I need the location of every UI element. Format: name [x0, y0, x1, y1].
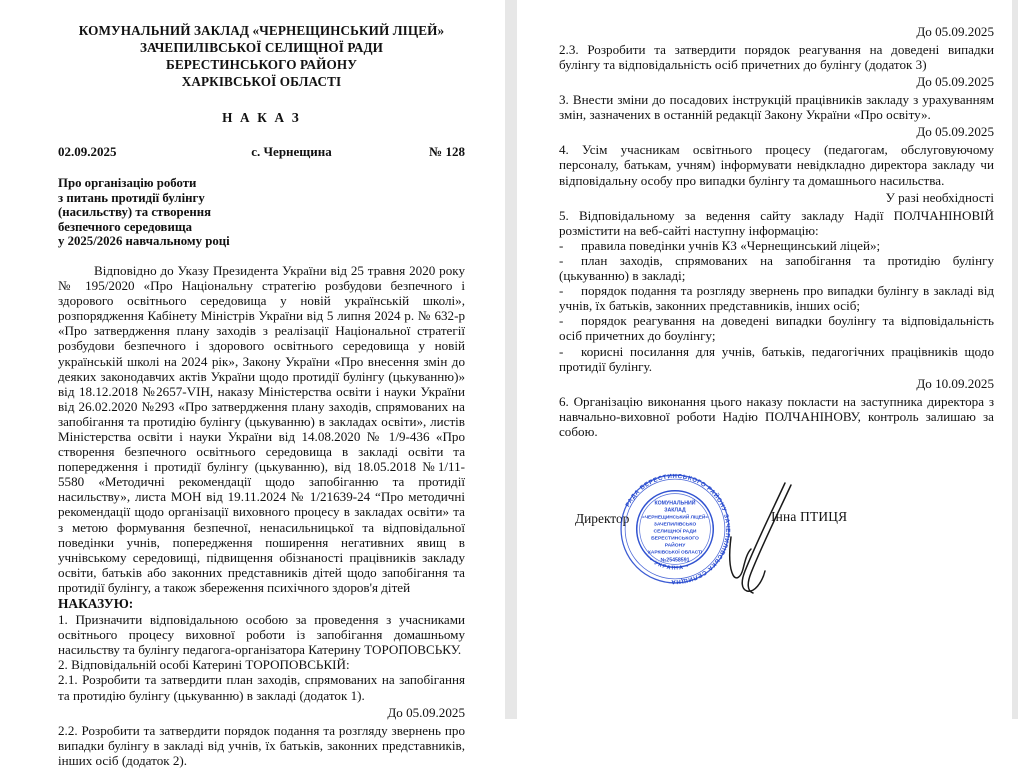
letterhead — [58, 22, 465, 90]
order-item-5: 5. Відповідальному за ведення сайту закладу Надії ПОЛЧАНІНОВІЙ розмістити на веб-сайті наступну інформацію: — [559, 207, 994, 238]
subject-line-2: з питань протидії булінгу — [58, 190, 205, 205]
svg-text:ЗАКЛАД: ЗАКЛАД — [664, 507, 686, 514]
deadline-2-1: До 05.09.2025 — [387, 704, 465, 720]
svg-text:РАДА БЕРЕСТИНСЬКОГО РАЙОНУ ЗАЧ: РАДА БЕРЕСТИНСЬКОГО РАЙОНУ ЗАЧЕПИЛІВСЬКА СЕЛИЩНА — [624, 472, 732, 586]
handwritten-signature-icon — [707, 479, 817, 599]
svg-text:ХАРКІВСЬКОЇ ОБЛАСТІ: ХАРКІВСЬКОЇ ОБЛАСТІ — [647, 550, 703, 556]
bullet-text: порядок реагування на доведені випадки боулінгу та відповідальність осіб причетних до боулінгу; — [559, 313, 994, 344]
bullet-text: корисні посилання для учнів, батьків, педагогічних працівників щодо протидії булінгу. — [559, 343, 994, 374]
preamble-paragraph: Відповідно до Указу Президента України від 25 травня 2020 року № 195/2020 «Про Національну стратегію розбудови безпечного і здорового освітнього середовища у новій українській школі», розпорядження Кабінету Міністрів України від 5 липня 2024 р. № 632-р «Про затвердження плану заходів з реалізації Національної стратегії розбудови безпечного і здорового освітнього середовища у новій українській школі на 2024 рік», Закону України «Про внесення змін до деяких законодавчих актів України щодо протидії булінгу (цькуванню)» від 18.12.2018 №2657-VIH, наказу Міністерства освіти і науки України від 26.02.2020 №293 «Про затвердження плану заходів, спрямованих на запобігання та протидію булінгу (цькуванню) в закладах освіти», листів Міністерства освіти і науки України від 14.08.2020 № 1/9-436 «Про створення безпечного освітнього середовища в закладі освіти та попередження і протидії булінгу (цькуванню), від 18.05.2018 №1/11-5580 «Методичні рекомендації щодо запобіганню та протидії насильству», листа МОН від 19.11.2024 № 1/21639-24 “Про методичні рекомендації щодо організації виховного процесу в закладах освіти» та з метою формування безпечної, ненасильницької та відповідальної поведінки учнів, попередження поширення негативних явищ в учнівському середовищі, підвищення обізнаності працівників закладу освіти, батьків або законних представників дітей щодо запобігання та протидії булінгу, а також збереження психічного здоров'я дітей — [58, 262, 465, 595]
deadline-3: До 05.09.2025 — [916, 124, 994, 140]
svg-text:• УКРАЇНА •: • УКРАЇНА • — [647, 557, 691, 572]
subject-line-1: Про організацію роботи — [58, 176, 197, 190]
order-number: № 128 — [429, 144, 465, 159]
deadline-2-3: До 05.09.2025 — [916, 74, 994, 90]
svg-text:БЕРЕСТИНСЬКОГО: БЕРЕСТИНСЬКОГО — [651, 535, 699, 542]
svg-text:СЕЛИЩНОЇ РАДИ: СЕЛИЩНОЇ РАДИ — [653, 528, 697, 535]
letterhead-line-4: ХАРКІВСЬКОЇ ОБЛАСТІ — [181, 74, 342, 89]
bullet-dash-icon: - — [559, 237, 564, 253]
signature-block — [559, 473, 994, 623]
order-date: 02.09.2025 — [58, 144, 117, 159]
order-heading: НАКАЗУЮ: — [58, 596, 134, 612]
order-item-3: 3. Внести зміни до посадових інструкцій працівників закладу з урахуванням змін, зазначених в останній редакції Закону України «Про освіту». — [559, 92, 994, 123]
order-place: с. Чернещина — [251, 144, 332, 159]
svg-text:КОМУНАЛЬНИЙ: КОМУНАЛЬНИЙ — [654, 500, 696, 507]
signature-title: Директор — [575, 510, 630, 526]
page-1 — [0, 0, 505, 768]
bullet-dash-icon: - — [559, 313, 564, 329]
order-word: Н А К А З — [222, 110, 301, 125]
deadline-4: У разі необхідності — [885, 189, 994, 205]
order-subject — [58, 176, 308, 249]
bullet-dash-icon: - — [559, 343, 564, 359]
letterhead-line-3: БЕРЕСТИНСЬКОГО РАЙОНУ — [166, 57, 357, 72]
order-item-5-bullet-1 — [559, 238, 994, 253]
deadline-2-2: До 05.09.2025 — [916, 24, 994, 39]
order-item-5-bullet-4 — [559, 313, 994, 343]
subject-line-4: безпечного середовища — [58, 219, 193, 234]
order-item-5-bullet-5 — [559, 344, 994, 374]
order-item-5-bullet-2 — [559, 253, 994, 283]
svg-text:РАЙОНУ: РАЙОНУ — [664, 542, 686, 549]
order-item-2-3: 2.3. Розробити та затвердити порядок реагування на доведені випадки булінгу та відповідальність осіб причетних до булінгу (додаток 3) — [559, 42, 994, 73]
order-item-2-1: 2.1. Розробити та затвердити план заходів, спрямованих на запобігання та протидію булінгу (цькуванню) в закладі (додаток 1). — [58, 672, 465, 703]
svg-text:№25458591: №25458591 — [660, 557, 690, 564]
order-item-2-2: 2.2. Розробити та затвердити порядок подання та розгляду звернень про випадки булінгу в закладі від учнів, їх батьків, законних представників, інших осіб (додаток 2). — [58, 722, 465, 768]
page-right-edge — [1012, 0, 1018, 719]
deadline-5: До 10.09.2025 — [916, 375, 994, 391]
order-meta-row — [58, 144, 465, 160]
letterhead-line-2: ЗАЧЕПИЛІВСЬКОЇ СЕЛИЩНОЇ РАДИ — [139, 40, 384, 55]
bullet-dash-icon: - — [559, 283, 564, 299]
signatory-name: Інна ПТИЦЯ — [771, 508, 848, 524]
page-gutter — [505, 0, 517, 719]
bullet-dash-icon: - — [559, 252, 564, 268]
page-2 — [517, 0, 1018, 719]
svg-text:ЗАЧЕПИЛІВСЬКО: ЗАЧЕПИЛІВСЬКО — [653, 521, 697, 528]
order-item-1: 1. Призначити відповідальною особою за проведення з учасниками освітнього процесу виховної роботи із запобігання домашньому насильству та булінгу педагога-організатора Катерину ТОРОПОВСЬКУ. — [58, 612, 465, 658]
svg-text:«ЧЕРНЕЩИНСЬКИЙ ЛІЦЕЙ»: «ЧЕРНЕЩИНСЬКИЙ ЛІЦЕЙ» — [642, 515, 708, 521]
letterhead-line-1: КОМУНАЛЬНИЙ ЗАКЛАД «ЧЕРНЕЩИНСЬКИЙ ЛІЦЕЙ» — [78, 23, 445, 38]
order-item-4: 4. Усім учасникам освітнього процесу (педагогам, обслуговуючому персоналу, батькам, учням) інформувати невідкладно директора закладу чи відповідальну особу про випадки булінгу та домашнього насильства. — [559, 142, 994, 188]
order-item-5-bullet-3 — [559, 283, 994, 313]
bullet-text: порядок подання та розгляду звернень про випадки булінгу в закладі від учнів, їх батьків, законних представників, інших осіб; — [559, 283, 994, 314]
order-item-6: 6. Організацію виконання цього наказу покласти на заступника директора з навчально-виховної роботи Надію ПОЛЧАНІНОВУ, контроль залишаю за собою. — [559, 393, 994, 439]
subject-line-3: (насильству) та створення — [58, 205, 212, 220]
bullet-text: план заходів, спрямованих на запобігання та протидію булінгу (цькуванню) в закладі; — [559, 252, 994, 284]
subject-line-5: у 2025/2026 навчальному році — [58, 234, 230, 249]
bullet-text: правила поведінки учнів КЗ «Чернещинський ліцей»; — [581, 237, 881, 253]
order-item-2: 2. Відповідальній особі Катерині ТОРОПОВСЬКІЙ: — [58, 657, 350, 673]
